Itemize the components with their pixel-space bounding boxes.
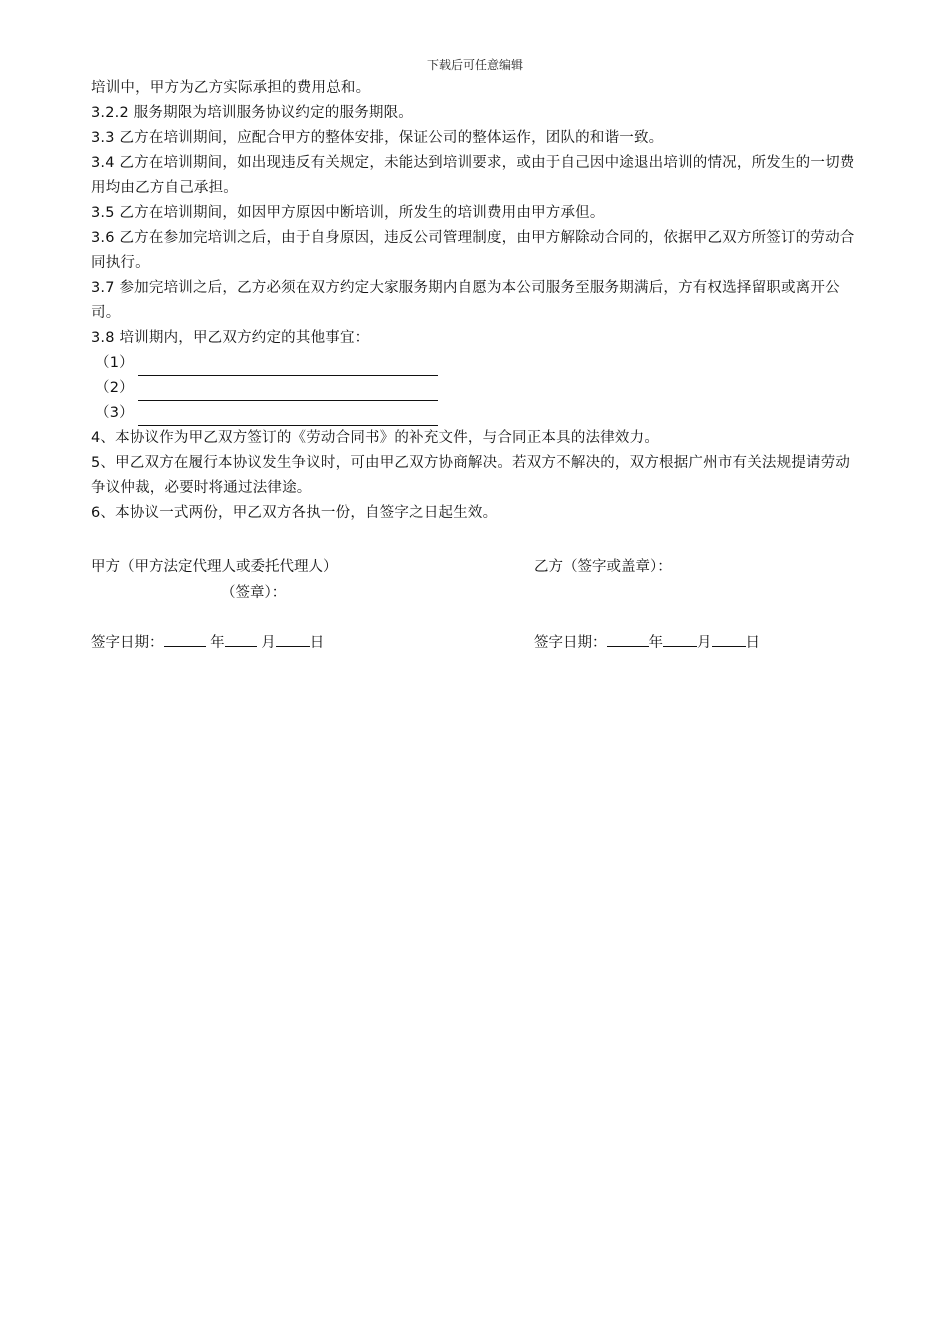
date-label: 签字日期： bbox=[534, 635, 607, 651]
paragraph: 3.7 参加完培训之后，乙方必须在双方约定大家服务期内自愿为本公司服务至服务期满后，方有权选择留职或离开公司。 bbox=[91, 280, 840, 321]
paragraph: 3.2.2 服务期限为培训服务协议约定的服务期限。 bbox=[91, 105, 414, 121]
month-field[interactable] bbox=[663, 632, 697, 647]
year-label: 年 bbox=[648, 635, 663, 651]
paragraph: 3.4 乙方在培训期间，如出现违反有关规定，未能达到培训要求，或由于自己因中途退出培训的情况，所发生的一切费用均由乙方自己承担。 bbox=[91, 155, 855, 196]
clause: 6、本协议一式两份，甲乙双方各执一份，自签字之日起生效。 bbox=[91, 505, 498, 521]
page-header: 下载后可任意编辑 bbox=[426, 58, 523, 72]
blank-number: （1） bbox=[95, 355, 134, 371]
month-label: 月 bbox=[261, 635, 276, 651]
clause: 4、本协议作为甲乙双方签订的《劳动合同书》的补充文件，与合同正本具的法律效力。 bbox=[91, 430, 660, 446]
year-label: 年 bbox=[210, 635, 225, 651]
blank-field[interactable] bbox=[138, 359, 438, 376]
paragraph: 3.6 乙方在参加完培训之后，由于自身原因，违反公司管理制度，由甲方解除动合同的，依据甲乙双方所签订的劳动合同执行。 bbox=[91, 230, 855, 271]
month-label: 月 bbox=[697, 635, 712, 651]
date-label: 签字日期： bbox=[91, 635, 164, 651]
paragraph: 3.3 乙方在培训期间，应配合甲方的整体安排，保证公司的整体运作，团队的和谐一致。 bbox=[91, 130, 664, 146]
party-a-date bbox=[91, 631, 324, 652]
paragraph: 3.8 培训期内，甲乙双方约定的其他事宜： bbox=[91, 330, 370, 346]
blank-item bbox=[91, 351, 861, 376]
blank-field[interactable] bbox=[138, 409, 438, 426]
blank-item bbox=[91, 401, 861, 426]
blank-item bbox=[91, 376, 861, 401]
day-label: 日 bbox=[745, 635, 760, 651]
blank-field[interactable] bbox=[138, 384, 438, 401]
blank-number: （2） bbox=[95, 380, 134, 396]
day-field[interactable] bbox=[276, 632, 310, 647]
day-field[interactable] bbox=[712, 632, 746, 647]
year-field[interactable] bbox=[164, 632, 206, 647]
clause: 5、甲乙双方在履行本协议发生争议时，可由甲乙双方协商解决。若双方不解决的，双方根据广州市有关法规提请劳动争议仲裁，必要时将通过法律途。 bbox=[91, 455, 851, 496]
month-field[interactable] bbox=[225, 632, 257, 647]
party-a-label: 甲方（甲方法定代理人或委托代理人） bbox=[91, 559, 338, 575]
party-a-seal-label: （签章）： bbox=[221, 585, 287, 601]
document-body bbox=[91, 76, 861, 526]
party-b-label: 乙方（签字或盖章）： bbox=[534, 559, 672, 575]
party-b-date bbox=[534, 631, 760, 652]
blank-number: （3） bbox=[95, 405, 134, 421]
paragraph: 3.5 乙方在培训期间，如因甲方原因中断培训，所发生的培训费用由甲方承但。 bbox=[91, 205, 605, 221]
year-field[interactable] bbox=[607, 632, 649, 647]
day-label: 日 bbox=[309, 635, 325, 651]
paragraph: 培训中，甲方为乙方实际承担的费用总和。 bbox=[91, 80, 371, 96]
